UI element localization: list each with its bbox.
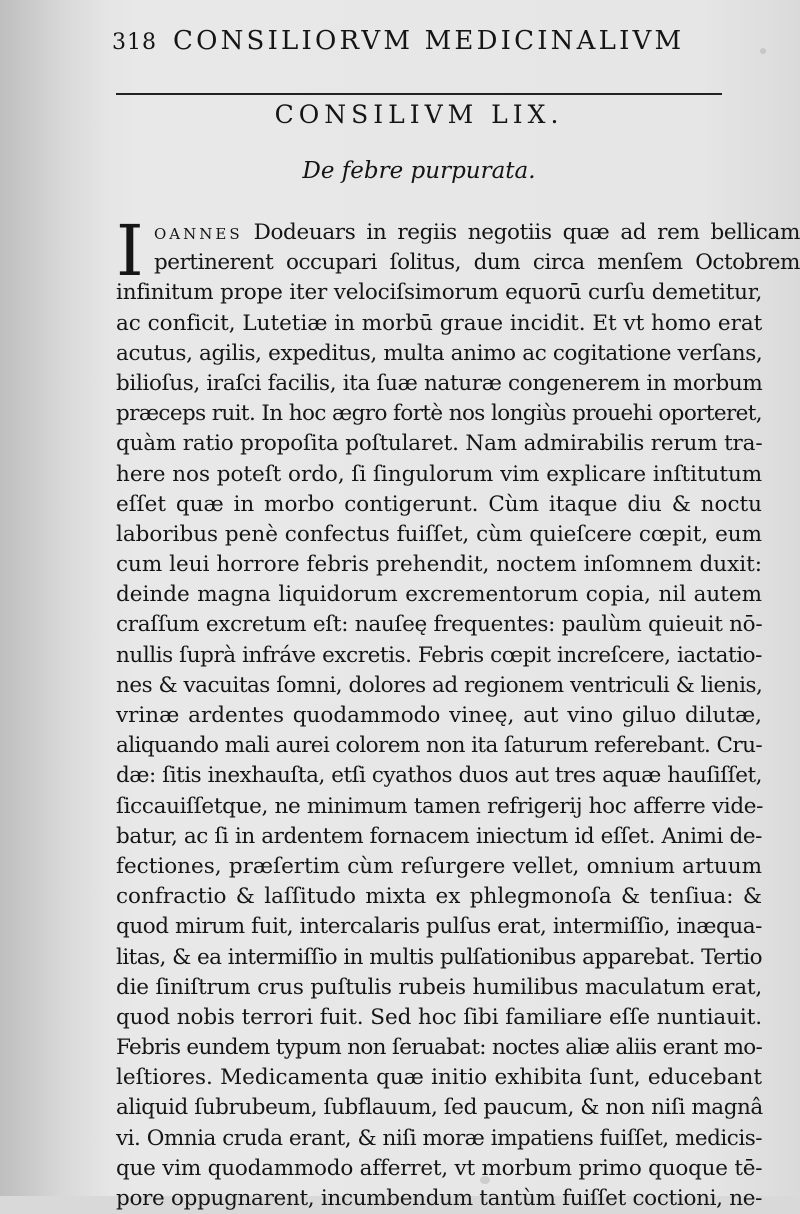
text-line: bilioſus, iraſci facilis, ita ſuæ naturæ congenerem in morbum — [116, 370, 763, 396]
text-line: infinitum prope iter velociſsimorum equorū curſu demetitur, — [116, 280, 763, 306]
text-line: nullis ſuprà infráve excretis. Febris cœpit increſcere, iactatio- — [116, 642, 763, 668]
text-line: leſtiores. Medicamenta quæ initio exhibita ſunt, educebant — [116, 1065, 762, 1091]
section-subtitle: De febre purpurata. — [302, 158, 536, 184]
running-title: CONSILIORVM MEDICINALIVM — [173, 26, 685, 56]
text-line: vrinæ ardentes quodammodo vineę, aut vino giluo dilutæ, — [116, 703, 762, 728]
text-line: que vim quodammodo afferret, vt morbum primo quoque tē- — [116, 1155, 763, 1181]
text-line: quàm ratio propoſita poſtularet. Nam admirabilis rerum tra- — [116, 431, 763, 457]
text-line: aliquando mali aurei colorem non ita ſaturum referebant. Cru- — [116, 733, 763, 759]
text-line: confractio & laſſitudo mixta ex phlegmonoſa & tenſiua: & — [116, 884, 762, 910]
text-line: eſſet quæ in morbo contigerunt. Cùm itaque diu & noctu — [116, 491, 762, 517]
text-line-first — [116, 218, 800, 248]
first-line-rest: Dodeuars in regiis negotiis quæ ad rem bellicam — [253, 220, 800, 245]
text-line: Febris eundem typum non ſeruabat: noctes aliæ aliis erant mo- — [116, 1035, 763, 1061]
paper-speck — [760, 48, 766, 54]
text-line: craſſum excretum eſt: nauſeę frequentes: paulùm quieuit nō- — [116, 612, 763, 638]
text-line: nes & vacuitas ſomni, dolores ad regionem ventriculi & lienis, — [116, 672, 763, 698]
opening-word: OANNES — [154, 225, 243, 243]
text-line: fectiones, præſertim cùm reſurgere vellet, omnium artuum — [116, 853, 762, 879]
text-line: here nos poteſt ordo, ſi ſingulorum vim explicare inſtitutum — [116, 461, 763, 487]
text-line: præceps ruit. In hoc ægro fortè nos longiùs prouehi oporteret, — [116, 401, 762, 427]
drop-capital: I — [116, 210, 144, 292]
body-text — [116, 210, 800, 1214]
page-number: 318 — [112, 30, 157, 55]
section-title: CONSILIVM LIX. — [274, 100, 564, 129]
text-line: laboribus penè confectus fuiſſet, cùm quieſcere cœpit, eum — [116, 521, 762, 547]
text-line: quod nobis terrori fuit. Sed hoc ſibi familiare eſſe nuntiauit. — [116, 1004, 763, 1030]
text-line: pore oppugnarent, incumbendum tantùm fuiſſet coctioni, ne- — [116, 1186, 763, 1211]
header-rule — [116, 93, 722, 95]
text-line: quod mirum fuit, intercalaris pulſus erat, intermiſſio, inæqua- — [116, 914, 762, 940]
text-line: vi. Omnia cruda erant, & niſi moræ impatiens fuiſſet, medicis- — [116, 1125, 763, 1151]
text-line: die ſiniſtrum crus puſtulis rubeis humilibus maculatum erat, — [116, 974, 762, 1000]
gutter-shadow — [0, 0, 110, 1196]
text-line: aliquid ſubrubeum, ſubflauum, ſed paucum, & non niſi magnâ — [116, 1095, 763, 1121]
text-line: cum leui horrore febris prehendit, noctem inſomnem duxit: — [116, 552, 762, 578]
text-line: batur, ac ſi in ardentem fornacem iniectum id eſſet. Animi de- — [116, 823, 762, 849]
paper-speck — [480, 1176, 490, 1184]
text-line: acutus, agilis, expeditus, multa animo ac cogitatione verſans, — [116, 340, 763, 366]
text-line: deinde magna liquidorum excrementorum copia, nil autem — [116, 582, 762, 608]
text-line: litas, & ea intermiſſio in multis pulſationibus apparebat. Tertio — [116, 944, 762, 970]
text-line: ſiccauiſſetque, ne minimum tamen refrigerij hoc afferre vide- — [116, 793, 764, 819]
text-line: ac conficit, Lutetiæ in morbū graue incidit. Et vt homo erat — [116, 310, 763, 336]
text-line: pertinerent occupari ſolitus, dum circa menſem Octobrem — [154, 250, 800, 276]
text-line: dæ: ſitis inexhauſta, etſi cyathos duos aut tres aquæ hauſiſſet, — [116, 763, 762, 789]
running-header — [112, 26, 732, 56]
